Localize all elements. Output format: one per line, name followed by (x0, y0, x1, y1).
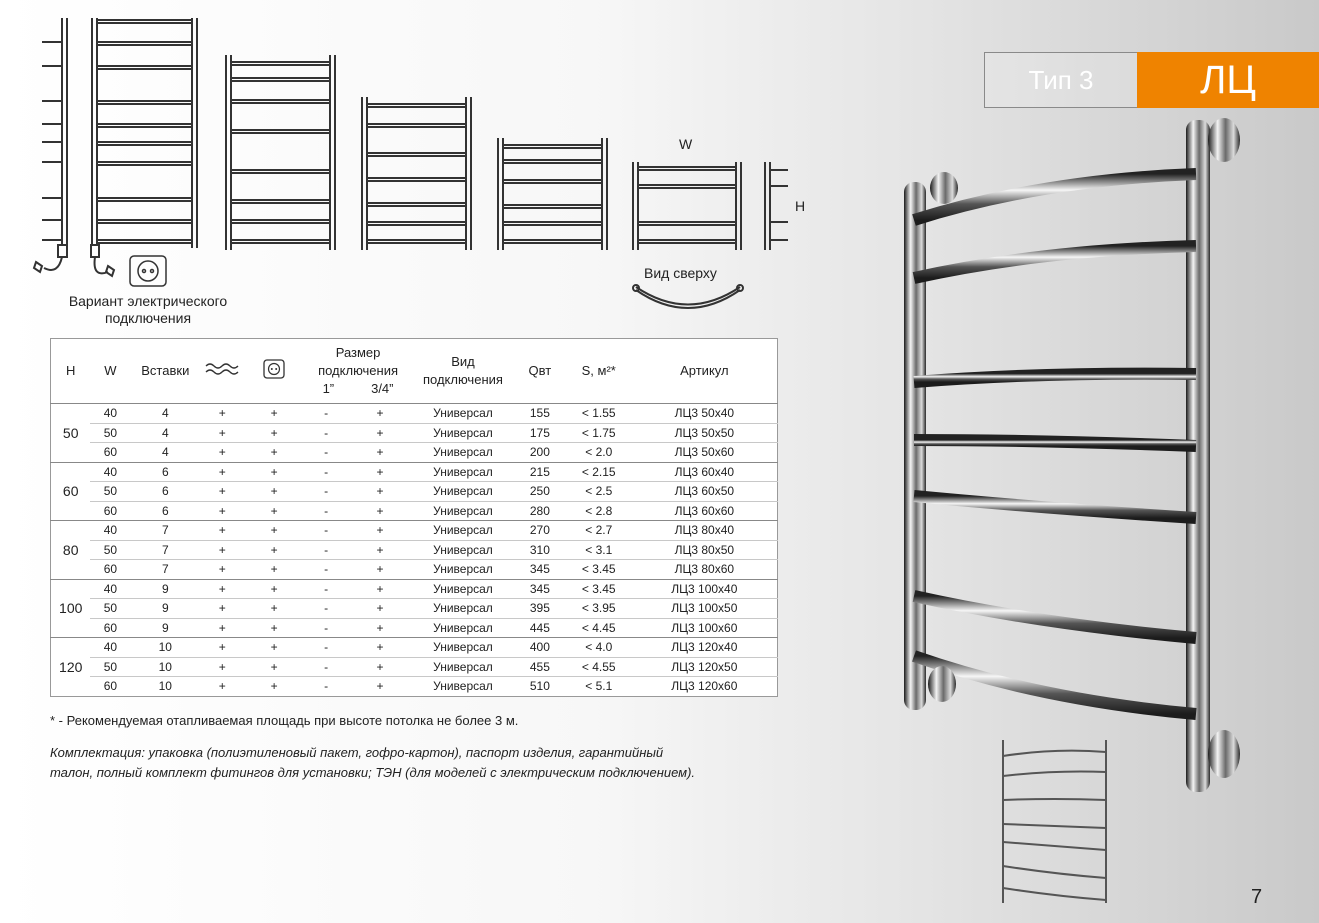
cell-view: Универсал (412, 404, 514, 424)
cell-view: Универсал (412, 599, 514, 619)
cell-power: 345 (514, 579, 566, 599)
cell-power: 250 (514, 482, 566, 502)
cell-view: Универсал (412, 618, 514, 638)
cell-size1: - (304, 599, 348, 619)
cell-w: 60 (103, 679, 118, 694)
connection-caption (58, 293, 238, 327)
cell-water: + (200, 638, 244, 658)
cell-w: 60 (90, 443, 130, 463)
cell-water: + (200, 521, 244, 541)
cell-w: 40 (90, 404, 130, 424)
type-label: Тип 3 (984, 52, 1138, 108)
front-view-electric-drawing (91, 18, 197, 276)
cell-inserts: 6 (130, 482, 200, 502)
header-w: W (90, 339, 130, 404)
cell-electric: + (244, 638, 304, 658)
table-row (51, 677, 778, 697)
cell-water: + (200, 540, 244, 560)
header-size-1: 1” (322, 381, 335, 396)
cell-size1: - (324, 679, 329, 694)
cell-article: ЛЦ3 60х60 (632, 501, 778, 521)
front-view-drawing-40 (633, 162, 741, 250)
cell-view: Универсал (412, 579, 514, 599)
cell-power: 445 (514, 618, 566, 638)
cell-w: 50 (90, 599, 130, 619)
cell-article: ЛЦ3 50х60 (632, 443, 778, 463)
cell-inserts: 7 (130, 560, 200, 580)
cell-article: ЛЦ3 60х50 (632, 482, 778, 502)
front-view-drawing-80 (226, 55, 335, 250)
cell-size34: + (348, 423, 412, 443)
cell-electric: + (244, 443, 304, 463)
cell-inserts: 9 (130, 579, 200, 599)
cell-inserts: 4 (130, 404, 200, 424)
table-row (51, 501, 778, 521)
cell-electric: + (244, 540, 304, 560)
table-row (51, 482, 778, 502)
package-line1: Комплектация: упаковка (полиэтиленовый пакет, гофро-картон), паспорт изделия, гарантийный (50, 745, 664, 760)
cell-article: ЛЦ3 100х40 (632, 579, 778, 599)
cell-w: 50 (90, 657, 130, 677)
cell-size1: - (304, 540, 348, 560)
cell-h: 100 (51, 579, 91, 638)
cell-water: + (200, 599, 244, 619)
cell-electric: + (244, 404, 304, 424)
table-row (51, 404, 778, 424)
header-size-34: 3/4” (371, 381, 394, 396)
cell-article: ЛЦ3 80х50 (632, 540, 778, 560)
cell-view: Универсал (412, 443, 514, 463)
side-view-electric-drawing (34, 18, 67, 272)
cell-size34: + (348, 462, 412, 482)
cell-size1: - (304, 482, 348, 502)
table-row (51, 423, 778, 443)
cell-electric: + (270, 679, 278, 694)
cell-size34: + (348, 501, 412, 521)
table-row (51, 560, 778, 580)
cell-electric: + (244, 501, 304, 521)
cell-water: + (200, 560, 244, 580)
cell-inserts: 9 (130, 618, 200, 638)
cell-view: Универсал (412, 482, 514, 502)
header-h: H (51, 339, 91, 404)
header-size-line1: Размер (335, 345, 381, 360)
cell-electric: + (244, 423, 304, 443)
cell-size1: - (304, 638, 348, 658)
cell-size1: - (304, 423, 348, 443)
header-view-line1: Вид (451, 354, 475, 369)
cell-w: 50 (90, 423, 130, 443)
side-view-drawing (765, 162, 788, 250)
cell-size34: + (348, 638, 412, 658)
cell-size1: - (304, 579, 348, 599)
table-row (51, 599, 778, 619)
cell-power: 270 (514, 521, 566, 541)
cell-power: 310 (514, 540, 566, 560)
cell-size34: + (348, 560, 412, 580)
product-photo (880, 110, 1260, 810)
cell-power: 200 (514, 443, 566, 463)
cell-view: Универсал (412, 638, 514, 658)
cell-size34: + (348, 404, 412, 424)
front-view-drawing-60 (362, 97, 471, 250)
cell-area: < 2.15 (566, 462, 632, 482)
cell-area: < 2.0 (566, 443, 632, 463)
header-area: S, м²* (566, 339, 632, 404)
header-view-line2: подключения (422, 372, 503, 387)
header-size-line2: подключения (318, 363, 399, 378)
cell-view: Универсал (412, 540, 514, 560)
cell-w: 60 (90, 560, 130, 580)
towel-rail-image (904, 118, 1240, 792)
cell-power: 280 (514, 501, 566, 521)
table-row (51, 579, 778, 599)
cell-h: 50 (51, 404, 91, 463)
cell-w: 50 (90, 540, 130, 560)
cell-inserts: 7 (130, 521, 200, 541)
cell-size34: + (348, 599, 412, 619)
cell-size34: + (348, 521, 412, 541)
cell-size34: + (348, 618, 412, 638)
cell-size34: + (348, 482, 412, 502)
cell-w: 50 (90, 482, 130, 502)
cell-inserts: 10 (158, 679, 172, 694)
cell-power: 345 (514, 560, 566, 580)
cell-water: + (200, 579, 244, 599)
cell-power: 215 (514, 462, 566, 482)
cell-power: 510 (529, 679, 550, 694)
cell-h: 80 (51, 521, 91, 580)
cell-size34: + (376, 679, 384, 694)
cell-area: < 1.55 (566, 404, 632, 424)
top-view-drawing (633, 285, 743, 308)
footnote: * - Рекомендуемая отапливаемая площадь при высоте потолка не более 3 м. (50, 713, 519, 728)
cell-size1: - (304, 560, 348, 580)
header-inserts: Вставки (130, 339, 200, 404)
table-row (51, 657, 778, 677)
cell-article: ЛЦ3 120х50 (632, 657, 778, 677)
cell-electric: + (244, 599, 304, 619)
cell-area: < 3.1 (566, 540, 632, 560)
cell-size34: + (348, 540, 412, 560)
table-header-row (51, 339, 778, 404)
connection-caption-line1: Вариант электрического (68, 293, 228, 309)
model-label: ЛЦ (1137, 52, 1319, 108)
cell-electric: + (244, 618, 304, 638)
cell-article: ЛЦ3 120х60 (671, 679, 738, 694)
spec-table-body (51, 404, 778, 697)
front-view-drawing-50 (498, 138, 607, 250)
cell-w: 40 (90, 521, 130, 541)
product-thumbnail (995, 738, 1115, 908)
cell-area: < 4.45 (566, 618, 632, 638)
cell-size34: + (348, 579, 412, 599)
cell-size34: + (348, 657, 412, 677)
cell-inserts: 6 (130, 501, 200, 521)
cell-inserts: 10 (130, 638, 200, 658)
cell-article: ЛЦ3 120х40 (632, 638, 778, 658)
cell-water: + (200, 443, 244, 463)
cell-area: < 5.1 (585, 679, 613, 694)
cell-electric: + (244, 521, 304, 541)
table-row (51, 521, 778, 541)
cell-view: Универсал (412, 501, 514, 521)
cell-area: < 2.7 (566, 521, 632, 541)
cell-water: + (200, 423, 244, 443)
page-number: 7 (1251, 886, 1263, 908)
cell-water: + (200, 501, 244, 521)
table-row (51, 462, 778, 482)
cell-view: Универсал (412, 560, 514, 580)
cell-area: < 4.0 (566, 638, 632, 658)
cell-article: ЛЦ3 100х60 (632, 618, 778, 638)
spec-table (50, 338, 778, 697)
header-connection-view (412, 339, 514, 404)
top-view-caption: Вид сверху (644, 265, 717, 281)
cell-inserts: 10 (130, 657, 200, 677)
cell-view: Универсал (412, 521, 514, 541)
cell-size1: - (304, 618, 348, 638)
cell-size1: - (304, 657, 348, 677)
cell-water: + (200, 618, 244, 638)
cell-size1: - (304, 521, 348, 541)
cell-w: 40 (90, 579, 130, 599)
cell-electric: + (244, 579, 304, 599)
cell-area: < 2.8 (566, 501, 632, 521)
cell-electric: + (244, 560, 304, 580)
cell-area: < 3.45 (566, 579, 632, 599)
cell-area: < 3.95 (566, 599, 632, 619)
connection-caption-line2: подключения (104, 310, 192, 326)
cell-article: ЛЦ3 60х40 (632, 462, 778, 482)
cell-size34: + (348, 443, 412, 463)
cell-water: + (200, 657, 244, 677)
cell-area: < 4.55 (566, 657, 632, 677)
cell-view: Универсал (412, 462, 514, 482)
header-article: Артикул (632, 339, 778, 404)
cell-power: 455 (514, 657, 566, 677)
cell-inserts: 4 (130, 443, 200, 463)
cell-w: 40 (90, 462, 130, 482)
table-row (51, 540, 778, 560)
cell-article: ЛЦ3 80х40 (632, 521, 778, 541)
cell-size1: - (304, 443, 348, 463)
cell-inserts: 7 (130, 540, 200, 560)
socket-icon (130, 256, 166, 286)
cell-article: ЛЦ3 100х50 (632, 599, 778, 619)
cell-h: 60 (51, 462, 91, 521)
cell-water: + (200, 482, 244, 502)
cell-power: 395 (514, 599, 566, 619)
package-contents (50, 743, 695, 783)
table-row (51, 638, 778, 658)
height-label: H (795, 198, 806, 214)
cell-electric: + (244, 482, 304, 502)
cell-w: 60 (90, 501, 130, 521)
cell-electric: + (244, 462, 304, 482)
cell-article: ЛЦ3 50х50 (632, 423, 778, 443)
table-row (51, 618, 778, 638)
cell-view: Универсал (412, 657, 514, 677)
model-badge (984, 52, 1319, 108)
cell-water: + (200, 462, 244, 482)
header-connection-size (304, 339, 412, 404)
cell-view: Универсал (412, 423, 514, 443)
cell-h: 120 (59, 658, 83, 675)
header-power: Qвт (514, 339, 566, 404)
cell-article: ЛЦ3 50х40 (632, 404, 778, 424)
cell-w: 40 (90, 638, 130, 658)
cell-area: < 3.45 (566, 560, 632, 580)
cell-water: + (200, 404, 244, 424)
cell-water: + (218, 679, 226, 694)
cell-inserts: 6 (130, 462, 200, 482)
cell-inserts: 4 (130, 423, 200, 443)
cell-inserts: 9 (130, 599, 200, 619)
cell-area: < 1.75 (566, 423, 632, 443)
package-line2: талон, полный комплект фитингов для установки; ТЭН (для моделей с электрическим подключением). (50, 765, 696, 780)
cell-w: 60 (90, 618, 130, 638)
cell-power: 175 (514, 423, 566, 443)
cell-size1: - (304, 462, 348, 482)
table-row (51, 443, 778, 463)
cell-view: Универсал (433, 679, 493, 694)
width-label: W (679, 136, 693, 152)
cell-article: ЛЦ3 80х60 (632, 560, 778, 580)
cell-size1: - (304, 404, 348, 424)
cell-size1: - (304, 501, 348, 521)
cell-area: < 2.5 (566, 482, 632, 502)
cell-power: 400 (514, 638, 566, 658)
cell-power: 155 (514, 404, 566, 424)
cell-electric: + (244, 657, 304, 677)
water-heating-icon (200, 339, 244, 404)
electric-socket-icon (244, 339, 304, 404)
